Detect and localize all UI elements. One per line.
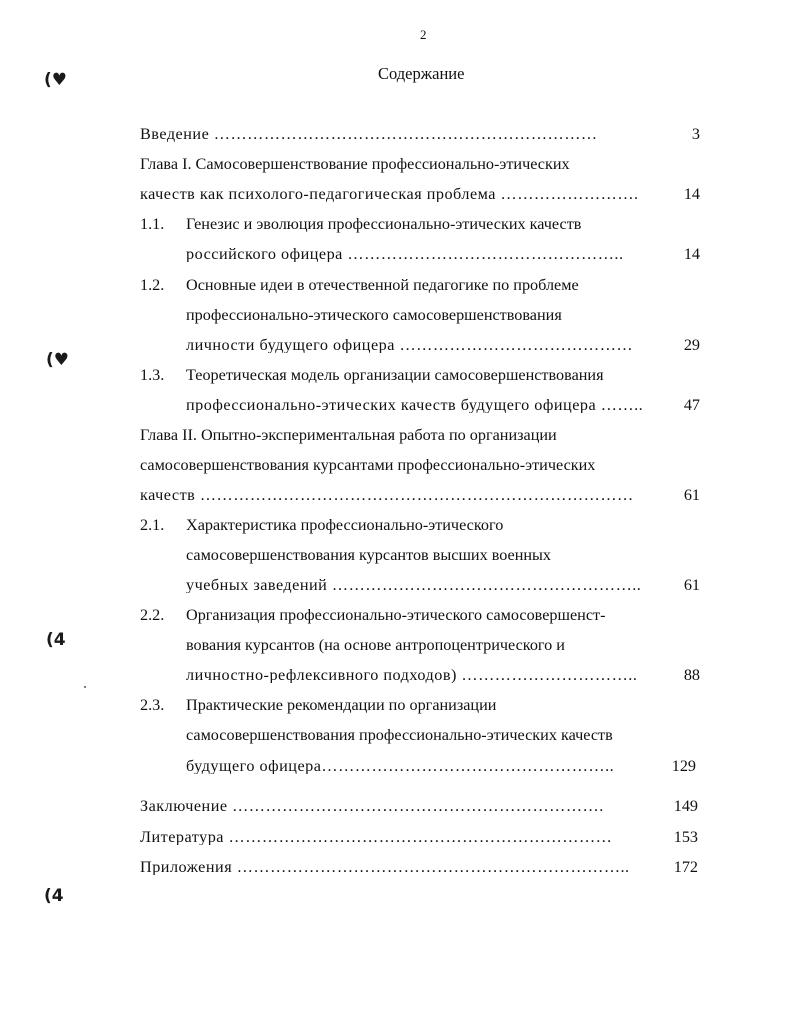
toc-entry-page: 149 (673, 797, 698, 815)
toc-entry-page: 172 (673, 858, 698, 876)
toc-entry-text: личности будущего офицера …………………………………… (186, 337, 634, 354)
toc-entry-text: Характеристика профессионально-этического (186, 516, 504, 534)
toc-entry-text: Введение …………………………………………………………… (140, 126, 598, 143)
toc-entry-text: Практические рекомендации по организации (186, 696, 497, 714)
toc-entry-text: качеств как психолого-педагогическая проблема ……………………. (140, 186, 639, 203)
margin-mark-3: (4 (46, 630, 66, 650)
toc-entry-number: 2.2. (140, 606, 165, 624)
toc-entry-text: вования курсантов (на основе антропоцентрического и (186, 636, 565, 654)
toc-entry-number: 2.1. (140, 516, 165, 534)
scan-speck (84, 686, 86, 688)
toc-entry-text: Приложения …………………………………………………………….. (140, 859, 630, 876)
toc-entry-text: Основные идеи в отечественной педагогике по проблеме (186, 276, 579, 294)
toc-entry-text: будущего офицера…………………………………………….. (186, 758, 615, 775)
toc-entry-text: самосовершенствования курсантами профессионально-этических (140, 456, 596, 474)
toc-entry-text: профессионально-этических качеств будущего офицера …….. (186, 397, 644, 414)
toc-entry-page: 61 (683, 576, 700, 594)
toc-entry-text: личностно-рефлексивного подходов) ………………………….. (186, 667, 638, 684)
page-title: Содержание (378, 64, 465, 83)
toc-entry-page: 129 (671, 757, 696, 775)
toc-entry-number: 2.3. (140, 696, 165, 714)
toc-entry-page: 29 (683, 336, 700, 354)
margin-mark-2: (♥ (46, 350, 70, 370)
toc-entry-page: 14 (683, 185, 700, 203)
toc-entry-text: учебных заведений ……………………………………………….. (186, 577, 642, 594)
margin-mark-1: (♥ (44, 70, 68, 90)
toc-entry-page: 47 (683, 396, 700, 414)
margin-mark-4: (4 (44, 886, 64, 906)
toc-entry-text: качеств …………………………………………………………………… (140, 487, 634, 504)
toc-entry-text: профессионально-этического самосовершенствования (186, 306, 562, 324)
toc-entry-text: самосовершенствования профессионально-этических качеств (186, 726, 613, 744)
page-number: 2 (420, 27, 427, 42)
toc-entry-text: Теоретическая модель организации самосовершенствования (186, 366, 604, 384)
toc-entry-page: 61 (683, 486, 700, 504)
toc-entry-text: Литература …………………………………………………………… (140, 829, 613, 846)
toc-entry-page: 153 (673, 828, 698, 846)
toc-entry-text: Глава II. Опытно-экспериментальная работа по организации (140, 426, 557, 444)
toc-entry-number: 1.3. (140, 366, 165, 384)
toc-entry-page: 14 (683, 245, 700, 263)
toc-entry-page: 88 (683, 666, 700, 684)
toc-entry-page: 3 (691, 125, 700, 143)
toc-entry-text: Глава I. Самосовершенствование профессионально-этических (140, 155, 570, 173)
toc-entry-text: Генезис и эволюция профессионально-этических качеств (186, 215, 582, 233)
toc-entry-number: 1.1. (140, 215, 165, 233)
toc-entry-text: российского офицера ………………………………………….. (186, 246, 624, 263)
toc-entry-number: 1.2. (140, 276, 165, 294)
toc-entry-text: Заключение …………………………………………………………. (140, 798, 604, 815)
toc-entry-text: самосовершенствования курсантов высших военных (186, 546, 552, 564)
toc-entry-text: Организация профессионально-этического самосовершенст- (186, 606, 606, 624)
